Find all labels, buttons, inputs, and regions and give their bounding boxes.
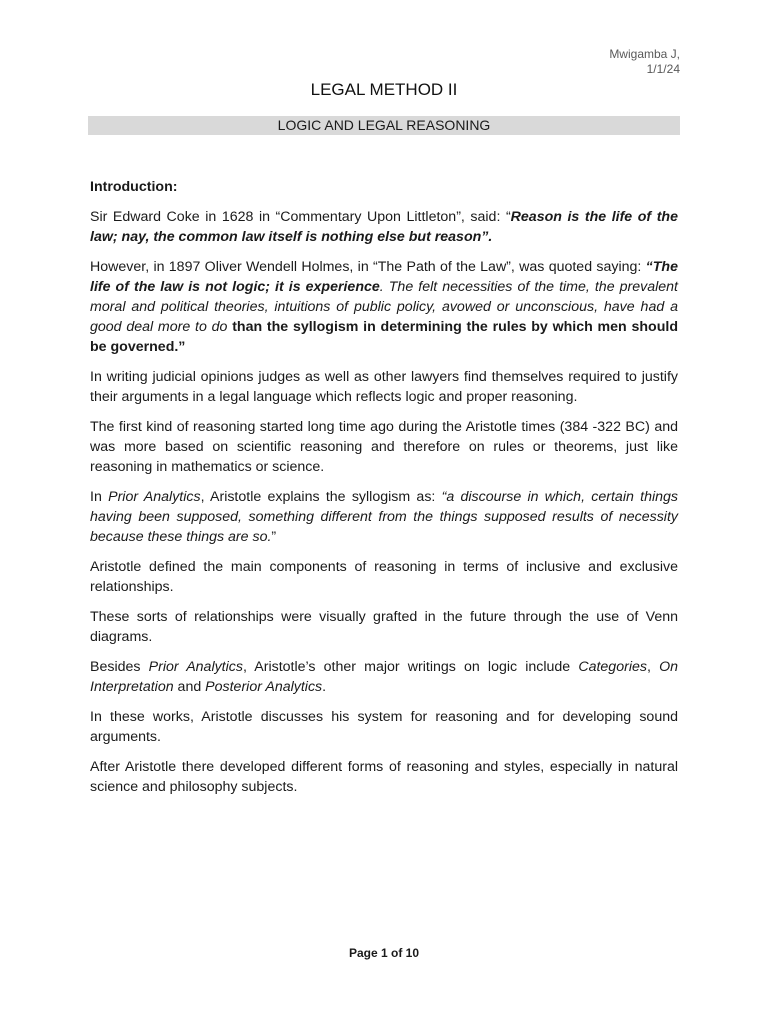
paragraph-works: In these works, Aristotle discusses his system for reasoning and for developing sound arguments. [90, 709, 678, 745]
holmes-quote-italic: . The felt necessities of the time, the prevalent moral and political theories, intuitions of public policy, avowed or unconscious, have had a good deal more to do [90, 279, 678, 335]
holmes-quote-bold: “The life of the law is not logic; it is experience [90, 259, 678, 295]
paragraph-writings: Besides Prior Analytics, Aristotle’s other major writings on logic include Categories, On Interpretation and Posterior Analytics. [90, 659, 678, 695]
coke-text: Sir Edward Coke in 1628 in “Commentary Upon Littleton”, said: “ [90, 209, 511, 225]
holmes-intro: However, in 1897 Oliver Wendell Holmes, in “The Path of the Law”, was quoted saying: [90, 259, 646, 275]
page-number: Page 1 of 10 [348, 946, 420, 960]
paragraph-after-aristotle: After Aristotle there developed different forms of reasoning and styles, especially in natural science and philosophy subjects. [90, 759, 678, 795]
document-body [90, 177, 678, 807]
paragraph-judicial-opinions: In writing judicial opinions judges as well as other lawyers find themselves required to justify their arguments in a legal language which reflects logic and proper reasoning. [90, 369, 678, 405]
paragraph-venn: These sorts of relationships were visually grafted in the future through the use of Venn diagrams. [90, 609, 678, 645]
paragraph-prior-analytics: In Prior Analytics, Aristotle explains the syllogism as: “a discourse in which, certain things having been supposed, something different from the things supposed results of necessity because these things are so.” [90, 489, 678, 545]
introduction-heading: Introduction: [90, 179, 178, 195]
section-subtitle: LOGIC AND LEGAL REASONING [277, 117, 491, 133]
prior-analytics-title: Prior Analytics [108, 489, 201, 505]
page-title: LEGAL METHOD II [310, 80, 458, 99]
date-line: 1/1/24 [646, 62, 680, 76]
syllogism-quote: “a discourse in which, certain things having been supposed, something different from the things supposed results of necessity because these things are so. [90, 489, 678, 545]
section-subtitle-bar [88, 116, 680, 135]
author-line: Mwigamba J, [609, 47, 680, 61]
paragraph-aristotle-times: The first kind of reasoning started long time ago during the Aristotle times (384 -322 BC) and was more based on scientific reasoning and therefore on rules or theorems, just like reasoning in mathematics or science. [90, 419, 678, 475]
document-header-note [609, 47, 680, 77]
paragraph-coke [90, 207, 678, 247]
paragraph-holmes [90, 257, 678, 357]
holmes-quote-end: than the syllogism in determining the rules by which men should be governed.” [90, 319, 678, 355]
paragraph-components: Aristotle defined the main components of reasoning in terms of inclusive and exclusive relationships. [90, 559, 678, 595]
coke-quote: Reason is the life of the law; nay, the common law itself is nothing else but reason”. [90, 209, 678, 245]
